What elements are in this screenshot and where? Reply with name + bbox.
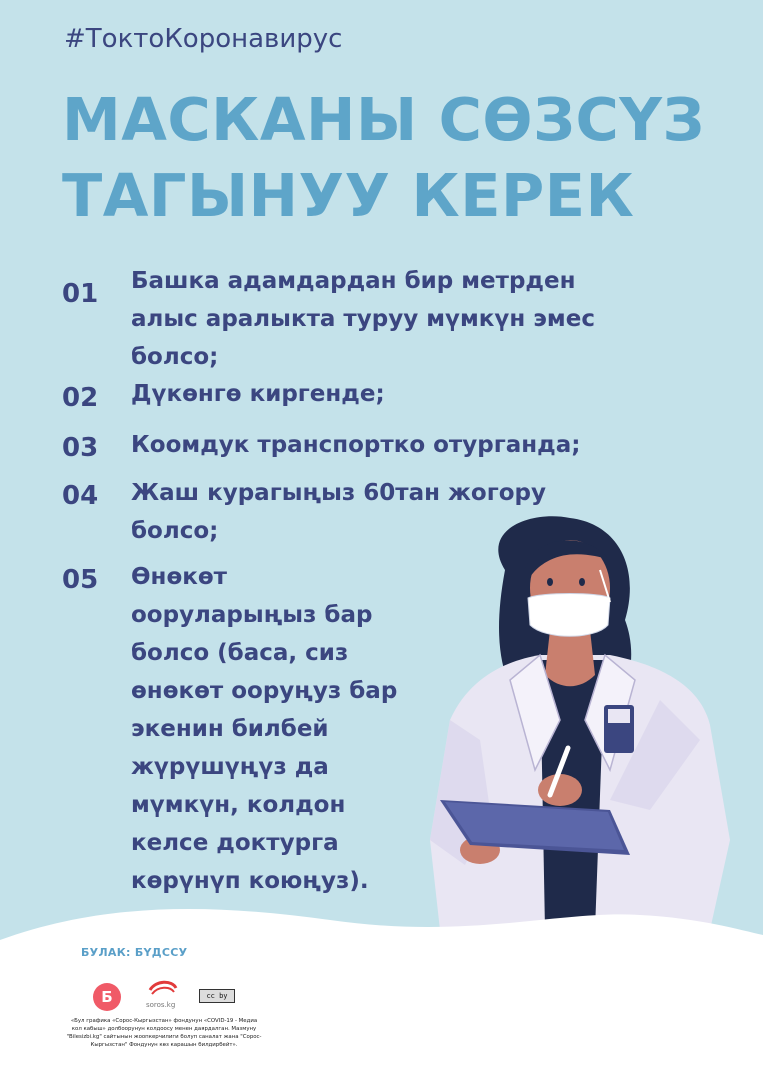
item-line: Коомдук транспортко отурганда; [131, 432, 581, 458]
bilesizbi-logo-icon: Б [93, 983, 121, 1011]
hashtag: #ТоктоКоронавирус [64, 24, 343, 54]
item-line: Жаш курагыңыз 60тан жогору [131, 480, 546, 506]
title-line-1: МАСКАНЫ СӨЗСҮЗ [62, 85, 705, 154]
item-line: Өнөкөт [131, 564, 227, 590]
item-text [131, 474, 546, 550]
title-line-2: ТАГЫНУУ КЕРЕК [62, 161, 635, 230]
source-label: БУЛАК: БҮДССУ [81, 946, 188, 959]
item-number: 05 [62, 565, 99, 595]
item-number: 03 [62, 433, 99, 463]
item-number: 01 [62, 279, 99, 309]
item-text [131, 426, 580, 464]
item-line: экенин билбей [131, 716, 329, 742]
item-text [131, 375, 385, 413]
item-line: ооруларыңыз бар [131, 602, 373, 628]
item-number: 04 [62, 481, 99, 511]
item-line: жүрүшүңүз да [131, 754, 329, 780]
item-line: болсо; [131, 344, 219, 370]
item-line: болсо; [131, 518, 219, 544]
soros-label: soros.kg [146, 1001, 176, 1009]
credits-text: «Бул графика «Сорос-Кыргызстан» фондунун «COVID-19 - Медиа кол кабыш» долбоорунун колдоосу менен даярдалган. Мазмуну "Bilesizbi.kg" сайтынын жоопкерчилиги болуп саналат жана "Сорос-Кыргызстан" Фондунун көз карашын билдирбейт». [66, 1018, 262, 1048]
item-line: көрүнүп коюңуз). [131, 868, 369, 894]
item-line: алыс аралыкта туруу мүмкүн эмес [131, 306, 595, 332]
item-line: Башка адамдардан бир метрден [131, 268, 576, 294]
item-text [131, 558, 397, 900]
cc-license-icon: cc by [199, 989, 235, 1003]
item-line: мүмкүн, колдон [131, 792, 346, 818]
item-text [131, 262, 595, 376]
item-line: болсо (баса, сиз [131, 640, 349, 666]
item-line: өнөкөт ооруңуз бар [131, 678, 398, 704]
item-line: Дүкөнгө киргенде; [131, 381, 385, 407]
item-number: 02 [62, 383, 99, 413]
item-line: келсе доктурга [131, 830, 339, 856]
